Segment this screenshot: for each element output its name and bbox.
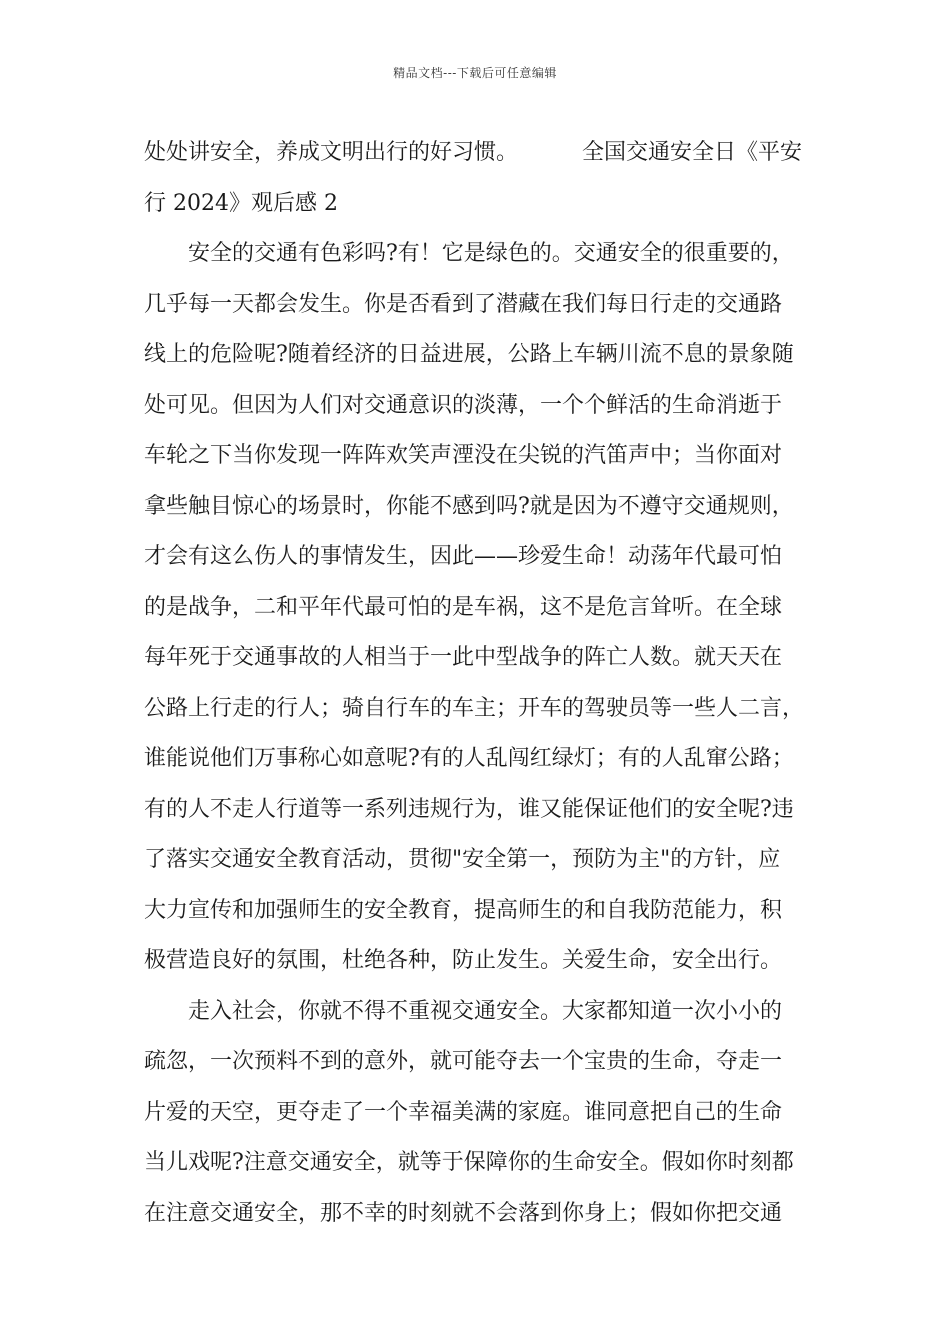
text-line <box>144 128 824 179</box>
text-line: 拿些触目惊心的场景时，你能不感到吗?就是因为不遵守交通规则， <box>144 493 794 519</box>
text-line: 线上的危险呢?随着经济的日益进展，公路上车辆川流不息的景象随 <box>144 342 794 367</box>
text-line: 大力宣传和加强师生的安全教育，提高师生的和自我防范能力，积 <box>144 897 783 923</box>
text-line: 疏忽，一次预料不到的意外，就可能夺去一个宝贵的生命，夺走一 <box>144 1049 783 1074</box>
page-header: 精品文档---下载后可任意编辑 <box>393 66 557 80</box>
document-body <box>144 128 824 1239</box>
text-line: 车轮之下当你发现一阵阵欢笑声湮没在尖锐的汽笛声中；当你面对 <box>144 443 783 468</box>
text-line: 当儿戏呢?注意交通安全，就等于保障你的生命安全。假如你时刻都 <box>144 1150 794 1175</box>
text-line: 处可见。但因为人们对交通意识的淡薄，一个个鲜活的生命消逝于 <box>144 392 783 418</box>
text-line: 行 2024》观后感 2 <box>144 190 338 216</box>
text-line: 公路上行走的行人；骑自行车的车主；开车的驾驶员等一些人二言， <box>144 695 805 721</box>
essay-title-start: 全国交通安全日《平安 <box>582 140 803 165</box>
text-line: 有的人不走人行道等一系列违规行为，谁又能保证他们的安全呢?违 <box>144 796 794 822</box>
text-line: 才会有这么伤人的事情发生，因此——珍爱生命！动荡年代最可怕 <box>144 544 783 569</box>
text-line-content: 处处讲安全，养成文明出行的好习惯。 <box>144 140 519 165</box>
paragraph-first-line: 走入社会，你就不得不重视交通安全。大家都知道一次小小的 <box>188 998 783 1024</box>
text-line: 极营造良好的氛围，杜绝各种，防止发生。关爱生命，安全出行。 <box>144 948 783 973</box>
text-line: 每年死于交通事故的人相当于一此中型战争的阵亡人数。就天天在 <box>144 645 783 670</box>
text-line: 的是战争，二和平年代最可怕的是车祸，这不是危言耸听。在全球 <box>144 594 783 620</box>
text-line: 谁能说他们万事称心如意呢?有的人乱闯红绿灯；有的人乱窜公路； <box>144 746 794 771</box>
text-line: 了落实交通安全教育活动，贯彻"安全第一，预防为主"的方针，应 <box>144 847 781 872</box>
text-line: 片爱的天空，更夺走了一个幸福美满的家庭。谁同意把自己的生命 <box>144 1099 783 1125</box>
paragraph-first-line: 安全的交通有色彩吗?有！它是绿色的。交通安全的很重要的， <box>188 241 794 266</box>
text-line: 在注意交通安全，那不幸的时刻就不会落到你身上；假如你把交通 <box>144 1200 783 1226</box>
text-line: 几乎每一天都会发生。你是否看到了潜藏在我们每日行走的交通路 <box>144 291 783 317</box>
